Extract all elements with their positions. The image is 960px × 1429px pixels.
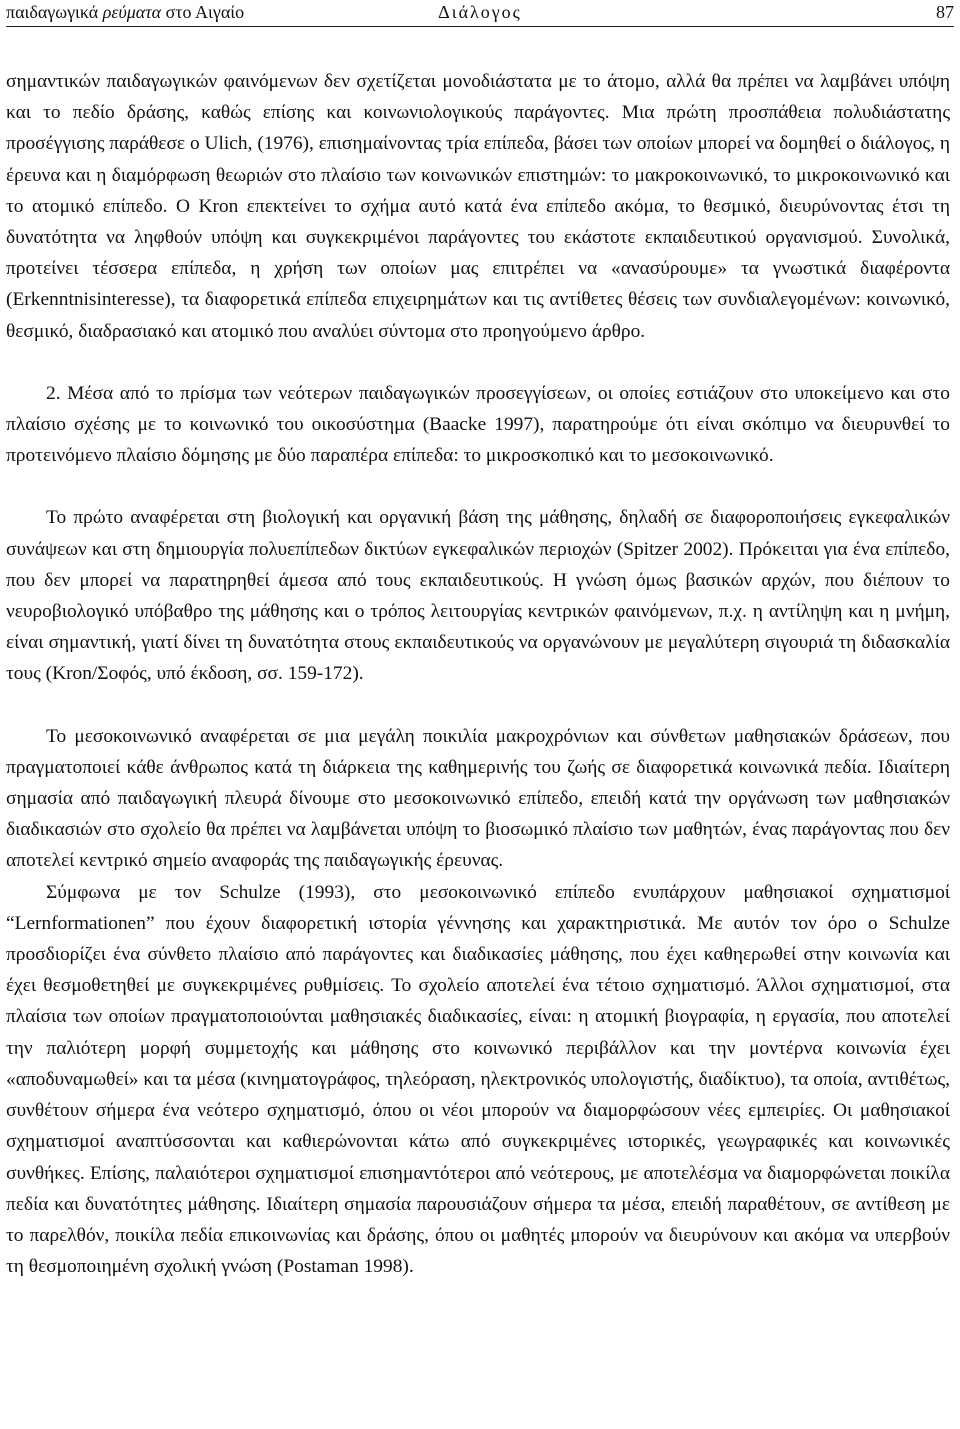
header-title-part: στο Αιγαίο (161, 2, 245, 22)
paragraph: Το μεσοκοινωνικό αναφέρεται σε μια μεγάλη ποικιλία μακροχρόνιων και σύνθετων μαθησιακών δράσεων, που πραγματοποιεί κάθε άνθρωπος κατά τη διάρκεια της καθημερινής του ζωής σε διαφορετικά κοινωνικά πεδία. Ιδιαίτερη σημασία από παιδαγωγική πλευρά δίνουμε στο μεσοκοινωνικό επίπεδο, επειδή κατά την οργάνωση των μαθησιακών διαδικασιών στο σχολείο θα πρέπει να λαμβάνεται υπόψη το βιοσωμικό πλαίσιο των μαθητών, ένας παράγοντας που δεν αποτελεί κεντρικό σημείο αναφοράς της παιδαγωγικής έρευνας. (6, 725, 950, 872)
header-title-italic: ρεύματα (102, 2, 162, 22)
paragraph: Το πρώτο αναφέρεται στη βιολογική και οργανική βάση της μάθησης, δηλαδή σε διαφοροποιήσεις εγκεφαλικών συνάψεων και στη δημιουργία πολυεπίπεδων δικτύων εγκεφαλικών περιοχών (Spitzer 2002). Πρόκειται για ένα επίπεδο, που δεν μπορεί να παρατηρηθεί άμεσα από τους εκπαιδευτικούς. Η γνώση όμως βασικών αρχών, που διέπουν το νευροβιολογικό υπόβαθρο της μάθησης και ο τρόπος λειτουργίας κεντρικών φαινόμενων, π.χ. η αντίληψη και η μνήμη, είναι σημαντική, γιατί δίνει τη δυνατότητα στους εκπαιδευτικούς να οργανώνουν με μεγαλύτερη σιγουριά τη διδασκαλία τους (Kron/Σοφός, υπό έκδοση, σσ. 159-172). (6, 507, 950, 685)
paragraph: σημαντικών παιδαγωγικών φαινόμενων δεν σχετίζεται μονοδιάστατα με το άτομο, αλλά θα πρέπει να λαμβάνει υπόψη και το πεδίο δράσης, καθώς επίσης και κοινωνιολογικούς παράγοντες. Μια πρώτη προσπάθεια πολυδιάστατης προσέγγισης παράθεσε ο Ulich, (1976), επισημαίνοντας τρία επίπεδα, βάσει των οποίων μπορεί να δομηθεί ο διάλογος, η έρευνα και η διαμόρφωση θεωριών στο πλαίσιο των κοινωνικών επιστημών: το μακροκοινωνικό, το μικροκοινωνικό και το ατομικό επίπεδο. Ο Kron επεκτείνει το σχήμα αυτό κατά ένα επίπεδο ακόμα, το θεσμικό, διευρύνοντας έτσι τη δυνατότητα να ληφθούν υπόψη και συγκεκριμένοι παράγοντες του εκάστοτε εκπαιδευτικού οργανισμού. Συνολικά, προτείνει τέσσερα επίπεδα, η χρήση των οποίων μας επιτρέπει να «ανασύρουμε» τα γνωστικά διαφέροντα (Erkenntnisinteresse), τα διαφορετικά επίπεδα επιχειρημάτων και τις αντίθετες θέσεις των συνδιαλεγομένων: κοινωνικό, θεσμικό, διαδρασιακό και ατομικό που αναλύει σύντομα στο προηγούμενο άρθρο. (6, 71, 950, 342)
body-text (6, 66, 950, 1282)
paragraph: 2. Μέσα από το πρίσμα των νεότερων παιδαγωγικών προσεγγίσεων, οι οποίες εστιάζουν στο υποκείμενο και στο πλαίσιο σχέσης με το κοινωνικό του οικοσύστημα (Baacke 1997), παρατηρούμε ότι είναι σκόπιμο να διευρυνθεί το προτεινόμενο πλαίσιο δόμησης με δύο παραπέρα επίπεδα: το μικροσκοπικό και το μεσοκοινωνικό. (6, 382, 950, 467)
page-number: 87 (936, 2, 954, 22)
header-section-title: Διάλογος (438, 2, 522, 22)
paragraph: Σύμφωνα με τον Schulze (1993), στο μεσοκοινωνικό επίπεδο ενυπάρχουν μαθησιακοί σχηματισμοί “Lernformationen” που έχουν διαφορετική ιστορία γέννησης και χαρακτηριστικά. Με αυτόν τον όρο ο Schulze προσδιορίζει ένα σύνθετο πλαίσιο από παράγοντες και διαδικασίες μάθησης, που έχει καθηερωθεί στην κοινωνία και έχει θεσμοθετηθεί με συγκεκριμένες ρυθμίσεις. Το σχολείο αποτελεί ένα τέτοιο σχηματισμό. Άλλοι σχηματισμοί, στα πλαίσια των οποίων πραγματοποιούνται μαθησιακές διαδικασίες, είναι: η ατομική βιογραφία, η εργασία, που αποτελεί την παλιότερη μορφή συμμετοχής και μάθησης στο κοινωνικό περιβάλλον και την μοντέρνα κοινωνία έχει «αποδυναμωθεί» και τα μέσα (κινηματογράφος, τηλεόραση, ηλεκτρονικός υπολογιστής, διαδίκτυο), τα οποία, αντιθέτως, συνθέτουν σήμερα ένα νεότερο σχηματισμό, όπου οι νέοι μπορούν να διαμορφώσουν νέες εμπειρίες. Οι μαθησιακοί σχηματισμοί αναπτύσσονται και καθιερώνονται κάτω από συγκεκριμένες ιστορικές, γεωγραφικές και κοινωνικές συνθήκες. Επίσης, παλαιότεροι σχηματισμοί επισημαντότεροι από νεότερους, με αποτελέσμα να διαμορφώνεται ποικίλα πεδία και δυνατότητες μάθησης. Ιδιαίτερη σημασία παρουσιάζουν σήμερα τα μέσα, επειδή παραθέτουν, σε αντίθεση με το παρελθόν, ποικίλα πεδία επικοινωνίας και δράσης, όπου οι μαθητές μπορούν να διευρύνουν και ακόμα να υπερβούν τη θεσμοποιημένη σχολική γνώση (Postaman 1998). (6, 881, 950, 1278)
running-header (6, 0, 954, 27)
header-title-part: παιδαγωγικά (6, 2, 103, 22)
